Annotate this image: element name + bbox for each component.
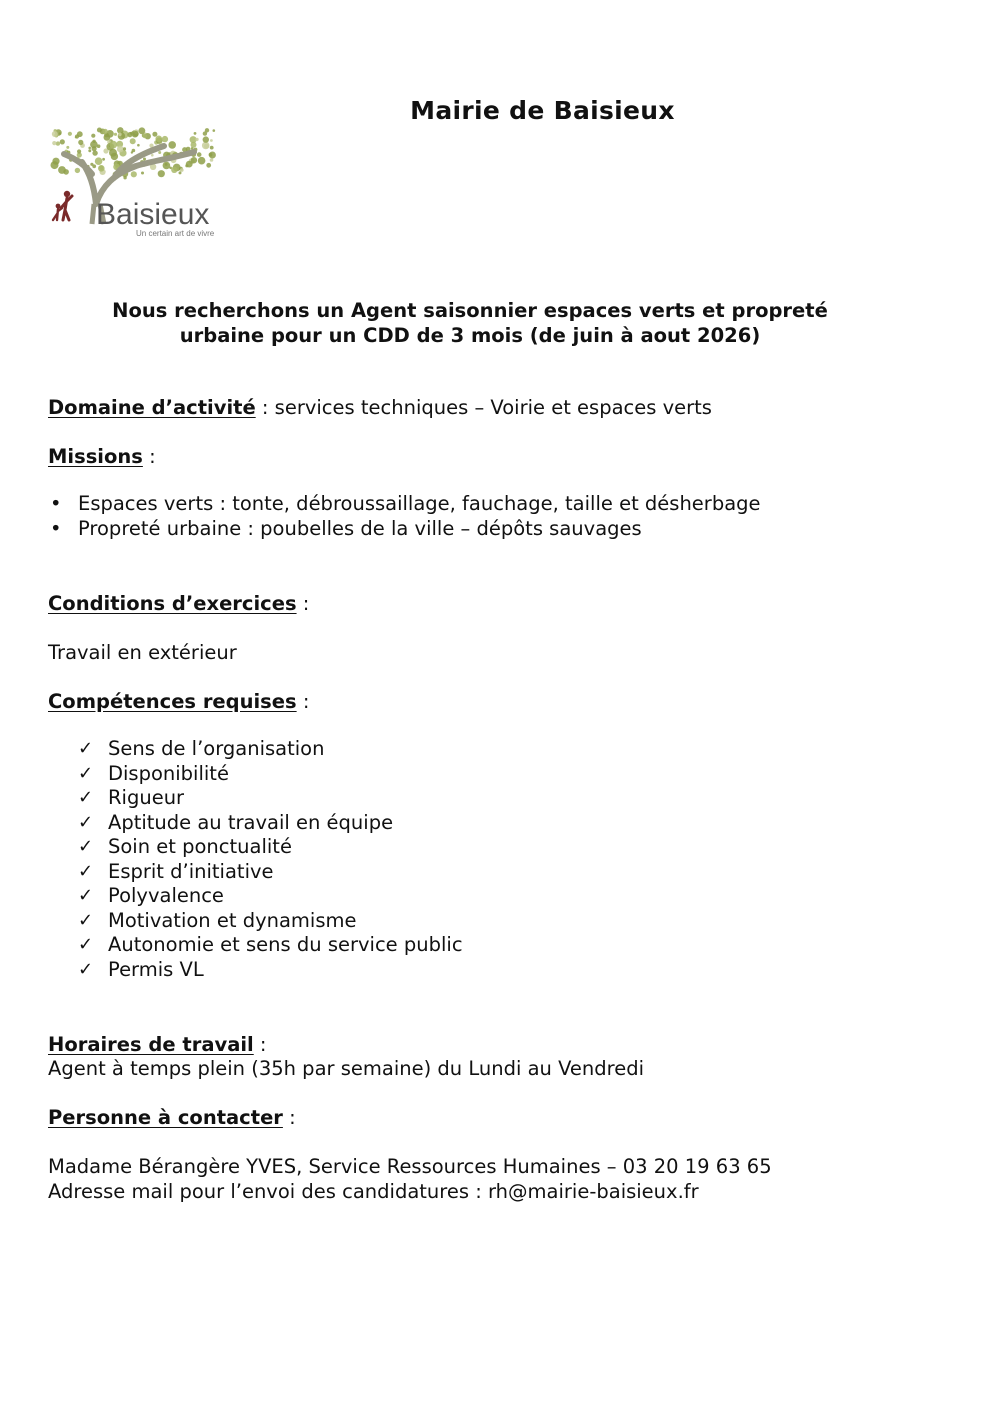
competence-text: Sens de l’organisation <box>108 737 325 760</box>
list-item <box>78 933 463 958</box>
competence-text: Autonomie et sens du service public <box>108 933 463 956</box>
missions-label: Missions <box>48 445 143 468</box>
contact-email-line: Adresse mail pour l’envoi des candidatures : rh@mairie-baisieux.fr <box>48 1180 699 1203</box>
horaires-label: Horaires de travail <box>48 1033 254 1056</box>
domaine-value: services techniques – Voirie et espaces verts <box>274 396 712 419</box>
list-item <box>78 786 463 811</box>
checkmark-icon: ✓ <box>78 762 94 784</box>
horaires-heading <box>48 1032 267 1057</box>
conditions-sep: : <box>296 592 310 615</box>
missions-list <box>48 492 761 541</box>
competences-label: Compétences requises <box>48 690 297 713</box>
bullet-icon: • <box>50 492 62 515</box>
logo-tagline: Un certain art de vivre <box>136 229 215 238</box>
checkmark-icon: ✓ <box>78 738 94 759</box>
competence-text: Aptitude au travail en équipe <box>108 810 394 834</box>
competence-text: Esprit d’initiative <box>108 859 274 883</box>
contact-person: Madame Bérangère YVES, Service Ressources Humaines – 03 20 19 63 65 <box>48 1155 772 1178</box>
competence-text: Rigueur <box>108 786 185 809</box>
competence-text: Polyvalence <box>108 884 224 907</box>
contact-heading <box>48 1105 296 1130</box>
domaine-label: Domaine d’activité <box>48 396 256 419</box>
domaine-section <box>48 395 712 420</box>
checkmark-icon: ✓ <box>78 860 94 882</box>
list-item <box>78 884 463 909</box>
horaires-value: Agent à temps plein (35h par semaine) du Lundi au Vendredi <box>48 1057 645 1080</box>
page-title: Mairie de Baisieux <box>410 96 675 125</box>
conditions-label: Conditions d’exercices <box>48 592 297 615</box>
list-item <box>78 762 463 787</box>
competences-heading <box>48 689 309 714</box>
tree-logo-icon <box>44 124 226 242</box>
checkmark-icon: ✓ <box>78 787 94 808</box>
list-item <box>78 835 463 860</box>
checkmark-icon: ✓ <box>78 909 94 931</box>
job-headline <box>60 298 880 348</box>
list-item <box>78 811 463 836</box>
checkmark-icon: ✓ <box>78 958 94 980</box>
conditions-value: Travail en extérieur <box>48 641 237 664</box>
list-item <box>78 860 463 885</box>
competence-text: Disponibilité <box>108 761 229 785</box>
list-item <box>78 958 463 983</box>
baisieux-logo <box>44 124 226 242</box>
competence-text: Permis VL <box>108 957 204 981</box>
contact-label: Personne à contacter <box>48 1106 283 1129</box>
logo-wordmark: Baisieux <box>96 198 210 231</box>
missions-heading <box>48 444 156 469</box>
horaires-sep: : <box>253 1033 267 1056</box>
list-item <box>78 737 463 762</box>
checkmark-icon: ✓ <box>78 934 94 955</box>
missions-sep: : <box>142 445 156 468</box>
job-headline-line2: urbaine pour un CDD de 3 mois (de juin à aout 2026) <box>179 324 761 347</box>
competences-sep: : <box>296 690 310 713</box>
bullet-icon: • <box>50 516 62 540</box>
domaine-sep: : <box>255 396 275 419</box>
checkmark-icon: ✓ <box>78 811 94 833</box>
checkmark-icon: ✓ <box>78 836 94 857</box>
mission-text: Propreté urbaine : poubelles de la ville – dépôts sauvages <box>78 516 642 540</box>
mission-text: Espaces verts : tonte, débroussaillage, fauchage, taille et désherbage <box>78 492 761 515</box>
list-item <box>78 909 463 934</box>
contact-sep: : <box>282 1106 296 1129</box>
conditions-heading <box>48 591 309 616</box>
competence-text: Motivation et dynamisme <box>108 908 357 932</box>
list-item <box>48 492 761 517</box>
checkmark-icon: ✓ <box>78 885 94 906</box>
competences-list <box>78 737 463 982</box>
competence-text: Soin et ponctualité <box>108 835 292 858</box>
job-headline-line1: Nous recherchons un Agent saisonnier espaces verts et propreté <box>112 299 828 322</box>
list-item <box>48 517 761 542</box>
